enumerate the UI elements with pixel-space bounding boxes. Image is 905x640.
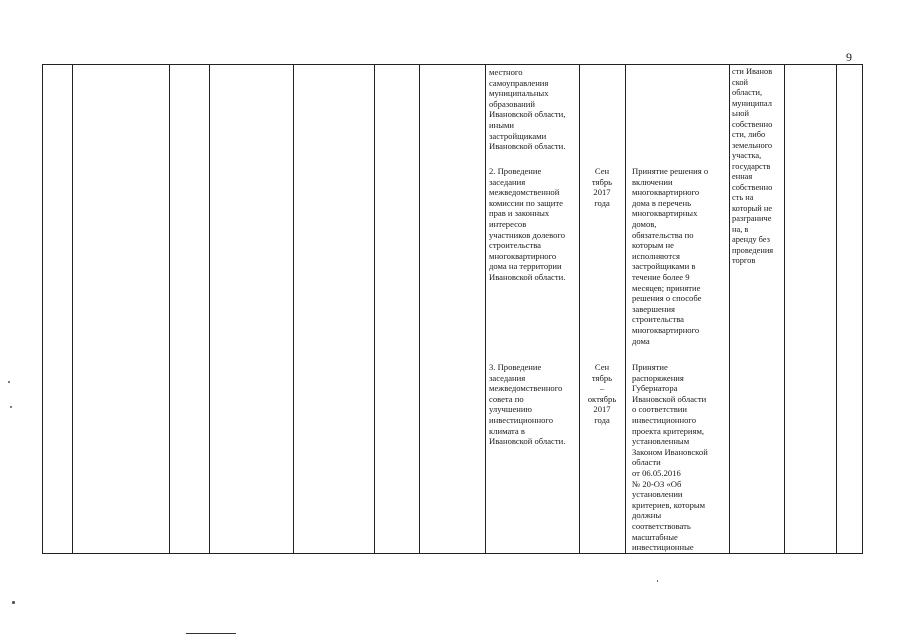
column-divider (374, 65, 375, 553)
term-cell: Сен тябрь 2017 года (591, 166, 613, 208)
column-divider (784, 65, 785, 553)
term-cell: Сен тябрь – октябрь 2017 года (587, 362, 617, 425)
event-cell-continuation: местного самоуправления муниципальных образований Ивановской области, иными застройщиками Ивановской области. (489, 67, 566, 152)
column-divider (293, 65, 294, 553)
column-divider (485, 65, 486, 553)
table-frame (42, 64, 863, 554)
column-divider (625, 65, 626, 553)
column-divider (209, 65, 210, 553)
scan-speck (12, 601, 15, 604)
page-number: 9 (846, 50, 852, 64)
scan-speck (8, 381, 10, 383)
column-divider (729, 65, 730, 553)
column-divider (836, 65, 837, 553)
land-cell-continuation: сти Иванов ской области, муниципал ьной собственно сти, либо земельного участка, государств енная собственно сть на который не разграниче на, в аренду без проведения торгов (732, 67, 774, 265)
column-divider (419, 65, 420, 553)
event-cell: 3. Проведение заседания межведомственного совета по улучшению инвестиционного климата в Ивановской области. (489, 362, 566, 447)
result-cell: Принятие решения о включении многоквартирного дома в перечень многоквартирных домов, обязательства по которым не исполняются застройщиками в течение более 9 месяцев; принятие решения о способе завершения строительства многоквартирного дома (632, 166, 709, 346)
result-cell: Принятие распоряжения Губернатора Ивановской области о соответствии инвестиционного проекта критериям, установленным Законом Ивановской области от 06.05.2016 № 20-ОЗ «Об установлении критериев, которым должны соответствовать масштабные инвестиционные (632, 362, 708, 553)
column-divider (579, 65, 580, 553)
scan-speck (657, 580, 658, 582)
scan-line-mark (186, 633, 236, 634)
scan-speck (10, 406, 12, 408)
event-cell: 2. Проведение заседания межведомственной комиссии по защите прав и законных интересов участников долевого строительства многоквартирного дома на территории Ивановской области. (489, 166, 566, 282)
column-divider (169, 65, 170, 553)
column-divider (72, 65, 73, 553)
